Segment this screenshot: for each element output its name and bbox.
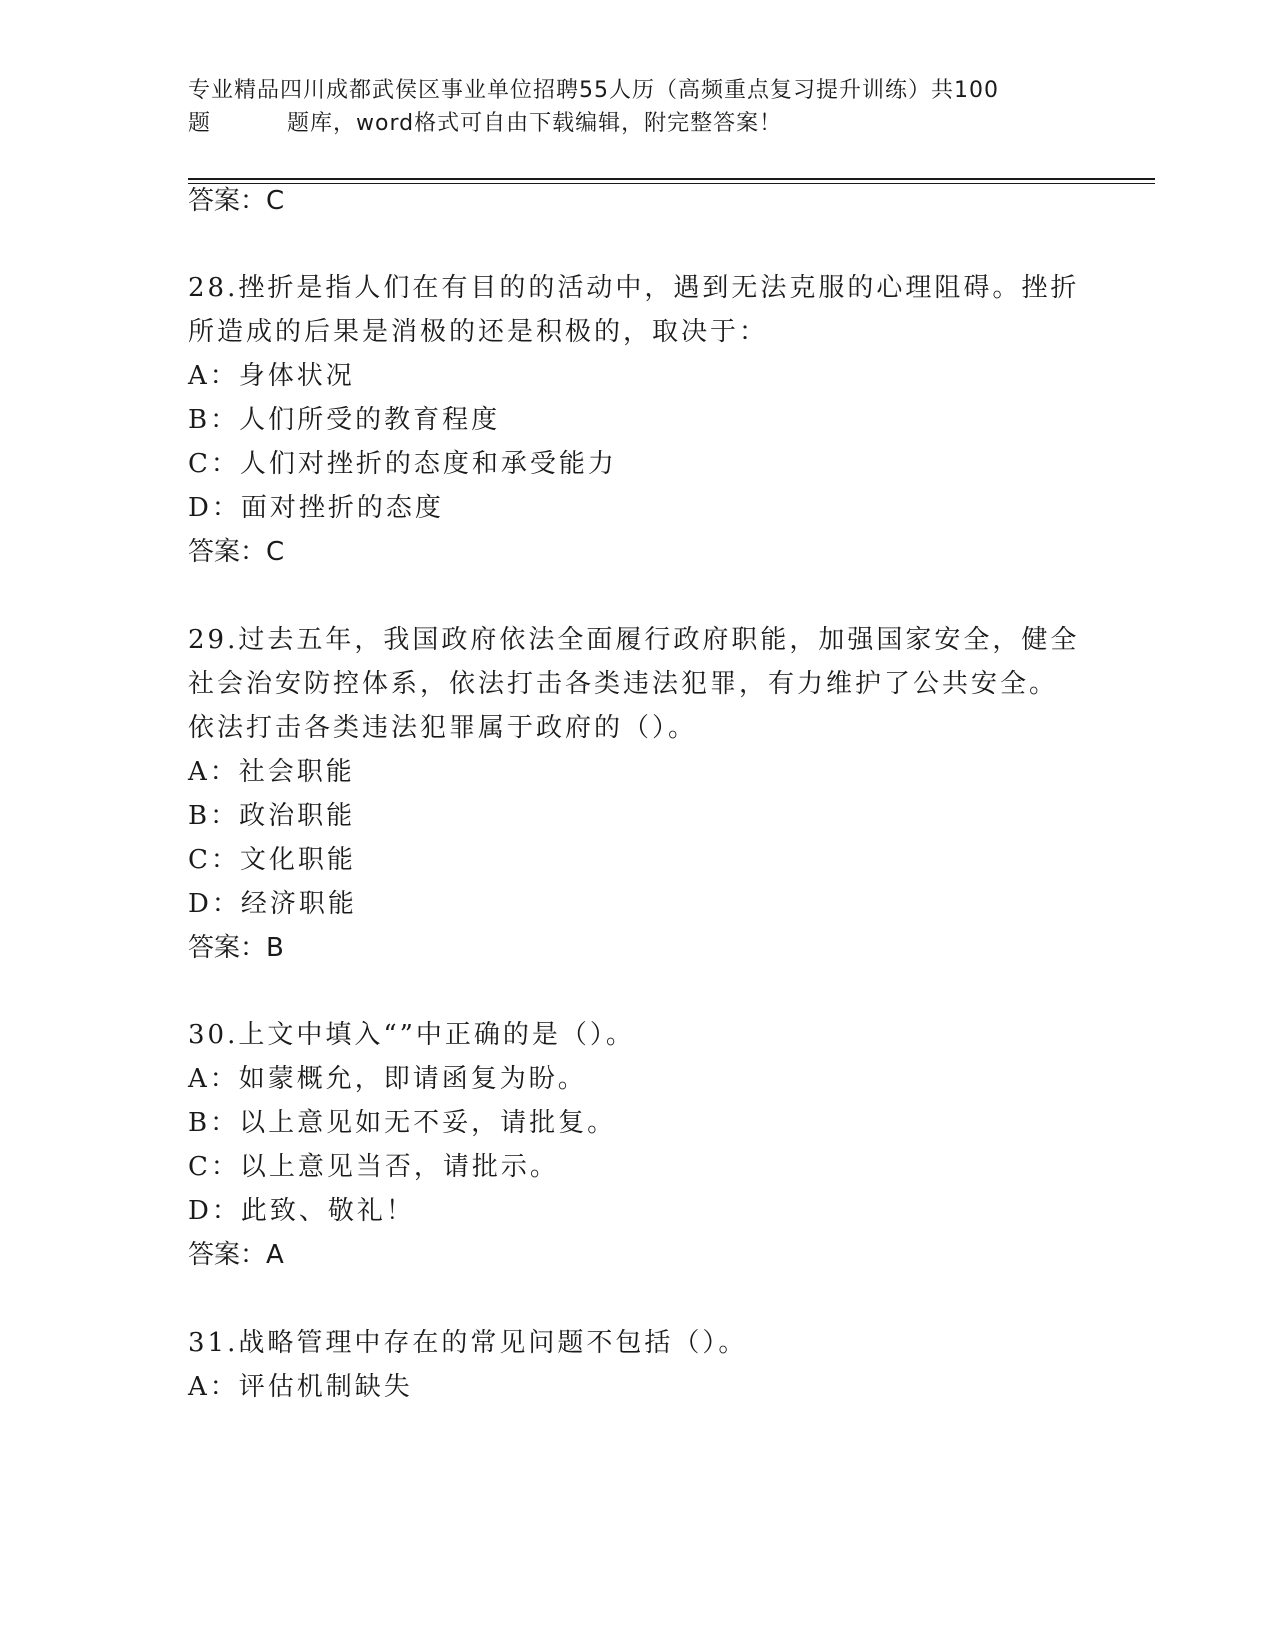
header-line-1: 专业精品四川成都武侯区事业单位招聘55人历（高频重点复习提升训练）共100 <box>188 78 999 103</box>
q28-stem-line-2: 所造成的后果是消极的还是积极的，取决于： <box>188 317 769 347</box>
q30-option-b: B：以上意见如无不妥，请批复。 <box>188 1108 617 1138</box>
header-line-2 <box>188 107 1068 140</box>
q29-option-a: A：社会职能 <box>188 757 355 787</box>
q30-stem-line-1: 30.上文中填入“”中正确的是（）。 <box>188 1020 635 1050</box>
q29-stem-line-1: 29.过去五年，我国政府依法全面履行政府职能，加强国家安全，健全 <box>188 625 1080 655</box>
header-rule-thick <box>188 178 1155 180</box>
header-line-2-left: 题 <box>188 111 212 136</box>
q29-answer: 答案：B <box>188 933 284 963</box>
q30-option-d: D：此致、敬礼！ <box>188 1196 415 1226</box>
previous-answer: 答案：C <box>188 186 285 216</box>
q28-option-a: A：身体状况 <box>188 361 355 391</box>
q30-answer: 答案：A <box>188 1240 284 1270</box>
q30-option-c: C：以上意见当否，请批示。 <box>188 1152 559 1182</box>
q29-option-c: C：文化职能 <box>188 845 356 875</box>
header-rule-thin <box>188 183 1155 184</box>
q29-option-b: B：政治职能 <box>188 801 356 831</box>
header-line-2-right: 题库，word格式可自由下载编辑，附完整答案！ <box>287 111 783 136</box>
q31-option-a: A：评估机制缺失 <box>188 1372 413 1402</box>
q29-stem-line-2: 社会治安防控体系，依法打击各类违法犯罪，有力维护了公共安全。 <box>188 669 1059 699</box>
q30-option-a: A：如蒙概允，即请函复为盼。 <box>188 1064 587 1094</box>
q28-stem-line-1: 28.挫折是指人们在有目的的活动中，遇到无法克服的心理阻碍。挫折 <box>188 273 1080 303</box>
q29-stem-line-3: 依法打击各类违法犯罪属于政府的（）。 <box>188 713 698 743</box>
q28-option-b: B：人们所受的教育程度 <box>188 405 501 435</box>
document-header <box>188 74 1068 140</box>
q28-option-c: C：人们对挫折的态度和承受能力 <box>188 449 617 479</box>
q31-stem-line-1: 31.战略管理中存在的常见问题不包括（）。 <box>188 1328 748 1358</box>
q29-option-d: D：经济职能 <box>188 889 357 919</box>
q28-option-d: D：面对挫折的态度 <box>188 493 444 523</box>
q28-answer: 答案：C <box>188 537 285 567</box>
